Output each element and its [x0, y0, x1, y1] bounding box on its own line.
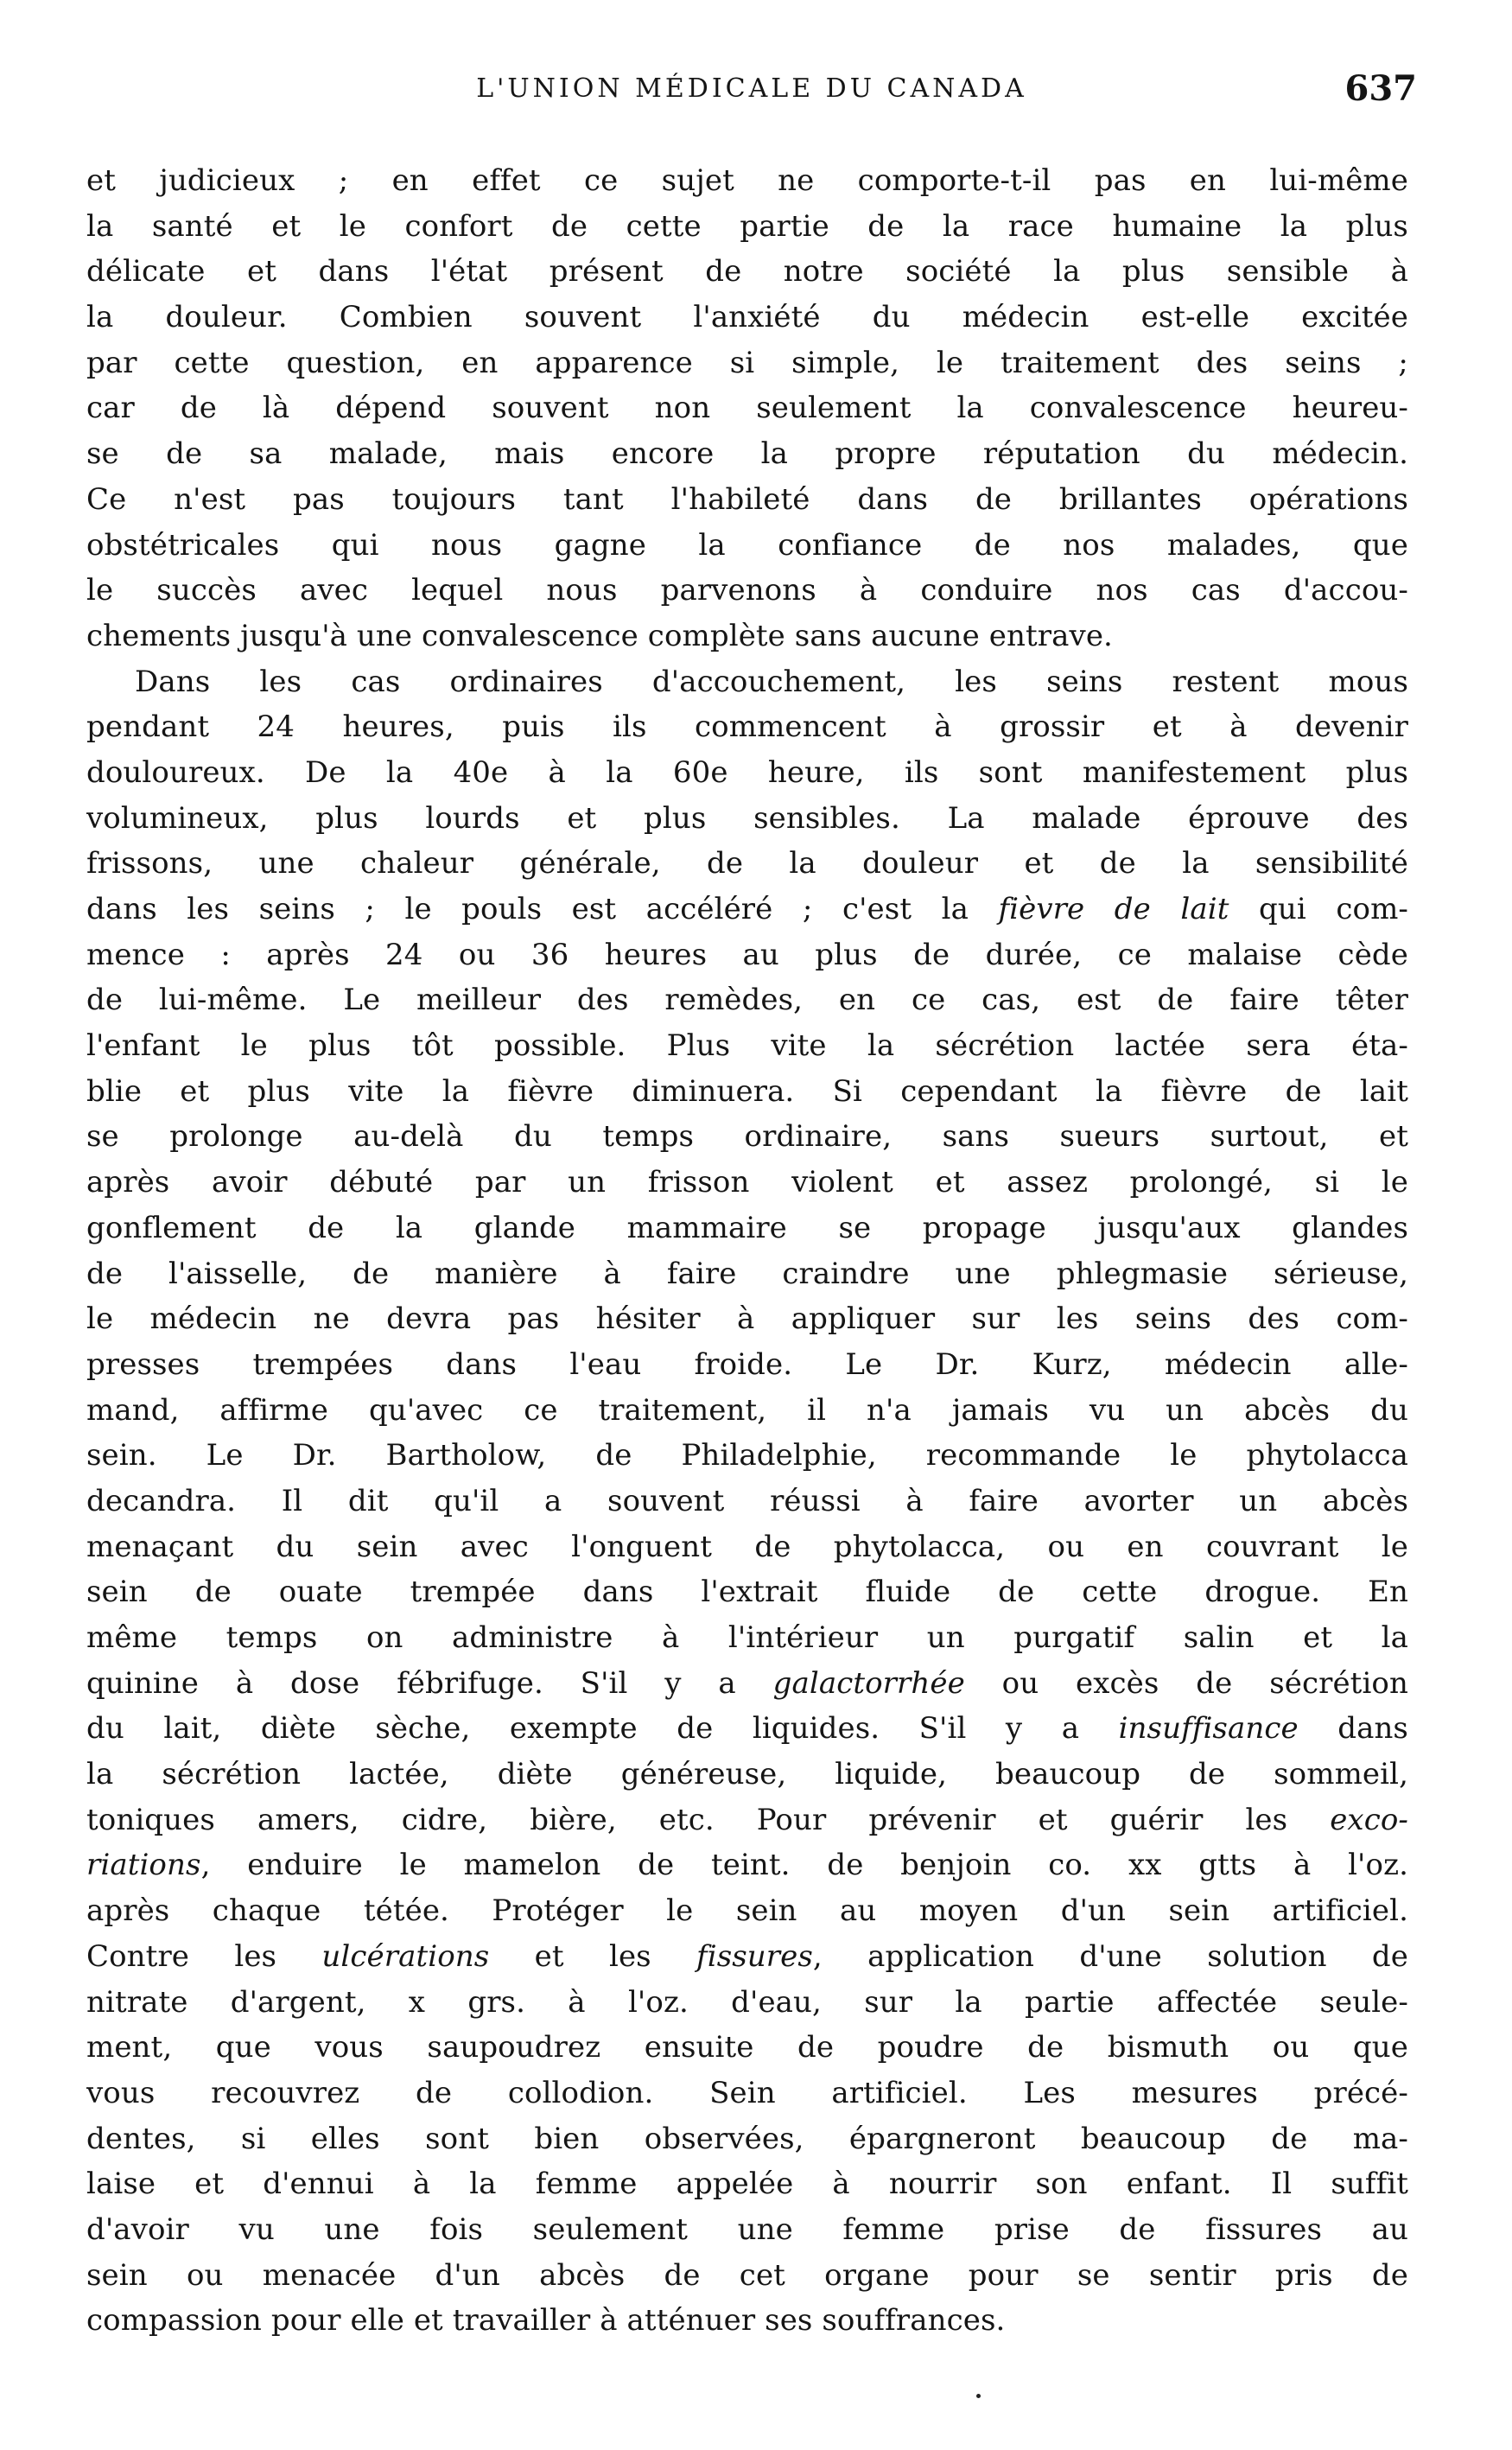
text-line: et judicieux ; en effet ce sujet ne comporte-t-il pas en lui-même — [86, 163, 1408, 198]
text-line — [86, 2161, 1408, 2207]
text-run: du lait, diète sèche, exempte de liquides. S'il y a — [86, 1711, 1119, 1747]
text-run: après avoir débuté par un frisson violent et assez prolongé, si le — [86, 1165, 1408, 1200]
text-line — [86, 1114, 1408, 1160]
text-run: et les — [489, 1938, 697, 1974]
text-line — [86, 1023, 1408, 1069]
text-line: obstétricales qui nous gagne la confiance de nos malades, que — [86, 527, 1408, 563]
text-line: la douleur. Combien souvent l'anxiété du médecin est-elle excitée — [86, 300, 1408, 335]
text-run: d'avoir vu une fois seulement une femme prise de fissures au — [86, 2211, 1408, 2247]
text-run: sein ou menacée d'un abcès de cet organe pour se sentir pris de — [86, 2257, 1408, 2293]
text-line — [86, 1160, 1408, 1206]
text-run: vous recouvrez de collodion. Sein artificiel. Les mesures précé- — [86, 2075, 1408, 2110]
text-line: se de sa malade, mais encore la propre réputation du médecin. — [86, 436, 1408, 472]
text-run: le médecin ne devra pas hésiter à appliquer sur les seins des com- — [86, 1301, 1408, 1337]
text-line — [86, 1206, 1408, 1251]
text-line — [86, 2071, 1408, 2116]
text-line — [86, 2298, 1408, 2344]
italic-term: insuffisance — [1118, 1711, 1299, 1747]
text-run: volumineux, plus lourds et plus sensibles. La malade éprouve des — [86, 800, 1408, 836]
text-run: de l'aisselle, de manière à faire craindre une phlegmasie sérieuse, — [86, 1256, 1408, 1291]
running-head — [86, 67, 1417, 119]
journal-title: L'UNION MÉDICALE DU CANADA — [476, 73, 1027, 104]
text-line — [86, 1980, 1408, 2026]
text-run: toniques amers, cidre, bière, etc. Pour prévenir et guérir les — [86, 1802, 1331, 1837]
text-line: Ce n'est pas toujours tant l'habileté dans de brillantes opérations — [86, 481, 1408, 517]
text-line — [86, 887, 1408, 932]
text-run: douloureux. De la 40e à la 60e heure, ils sont manifestement plus — [86, 754, 1408, 790]
text-run: dentes, si elles sont bien observées, épargneront beaucoup de ma- — [86, 2121, 1408, 2156]
text-line — [86, 977, 1408, 1023]
text-run: pendant 24 heures, puis ils commencent à grossir et à devenir — [86, 710, 1408, 745]
text-line — [86, 1934, 1408, 1980]
text-line — [86, 1296, 1408, 1342]
text-line: par cette question, en apparence si simple, le traitement des seins ; — [86, 345, 1408, 380]
text-line: car de là dépend souvent non seulement la convalescence heureu- — [86, 391, 1408, 426]
text-run: laise et d'ennui à la femme appelée à nourrir son enfant. Il suffit — [86, 2167, 1408, 2202]
text-run: même temps on administre à l'intérieur un purgatif salin et la — [86, 1620, 1408, 1655]
text-line — [86, 1752, 1408, 1798]
text-line — [86, 2253, 1408, 2299]
text-run: dans les seins ; le pouls est accéléré ; c'est la — [86, 892, 999, 926]
text-line — [86, 1433, 1408, 1479]
text-run: la sécrétion lactée, diète généreuse, liquide, beaucoup de sommeil, — [86, 1757, 1408, 1792]
text-run: sein de ouate trempée dans l'extrait fluide de cette drogue. En — [86, 1575, 1408, 1610]
text-run: qui com- — [1229, 892, 1408, 926]
text-run: menaçant du sein avec l'onguent de phytolacca, ou en couvrant le — [86, 1529, 1408, 1564]
italic-term: fièvre de lait — [998, 892, 1229, 926]
text-line — [86, 1661, 1408, 1707]
italic-term: fissures — [696, 1938, 813, 1974]
text-run: dans — [1298, 1711, 1408, 1747]
text-run: Contre les — [86, 1938, 322, 1974]
italic-term: exco- — [1330, 1802, 1408, 1837]
text-line — [86, 1342, 1408, 1388]
italic-term: riations — [86, 1848, 201, 1883]
text-run: de lui-même. Le meilleur des remèdes, en ce cas, est de faire têter — [86, 983, 1408, 1018]
text-run: mence : après 24 ou 36 heures au plus de durée, ce malaise cède — [86, 937, 1408, 972]
text-line — [86, 1842, 1408, 1888]
text-line — [86, 704, 1408, 750]
italic-term: ulcérations — [321, 1938, 490, 1974]
text-run: frissons, une chaleur générale, de la douleur et de la sensibilité — [86, 846, 1408, 881]
text-run: se prolonge au-delà du temps ordinaire, sans sueurs surtout, et — [86, 1119, 1408, 1155]
text-line — [86, 1069, 1408, 1115]
text-line: le succès avec lequel nous parvenons à conduire nos cas d'accou- — [86, 573, 1408, 608]
text-line: chements jusqu'à une convalescence complète sans aucune entrave. — [86, 618, 1113, 653]
text-line — [86, 1479, 1408, 1524]
text-run: l'enfant le plus tôt possible. Plus vite la sécrétion lactée sera éta- — [86, 1028, 1408, 1064]
page-number: 637 — [1344, 68, 1417, 109]
text-run: gonflement de la glande mammaire se propage jusqu'aux glandes — [86, 1210, 1408, 1245]
text-line — [86, 1798, 1408, 1843]
text-line — [86, 659, 1408, 705]
text-line — [86, 1615, 1408, 1661]
text-run: quinine à dose fébrifuge. S'il y a — [86, 1665, 773, 1701]
text-line — [86, 1524, 1408, 1570]
text-run: decandra. Il dit qu'il a souvent réussi à faire avorter un abcès — [86, 1483, 1408, 1518]
text-line — [86, 932, 1408, 978]
text-run: ou excès de sécrétion — [964, 1665, 1408, 1701]
body-text — [86, 158, 1408, 2344]
text-run: presses trempées dans l'eau froide. Le Dr. Kurz, médecin alle- — [86, 1346, 1408, 1382]
text-line — [86, 1569, 1408, 1615]
text-run: , enduire le mamelon de teint. de benjoin co. xx gtts à l'oz. — [200, 1848, 1408, 1883]
text-line — [86, 796, 1408, 842]
text-run: blie et plus vite la fièvre diminuera. Si cependant la fièvre de lait — [86, 1073, 1408, 1109]
paragraph-1 — [86, 158, 1408, 659]
text-line — [86, 2025, 1408, 2071]
text-line: la santé et le confort de cette partie de la race humaine la plus — [86, 208, 1408, 244]
text-run: après chaque tétée. Protéger le sein au moyen d'un sein artificiel. — [86, 1893, 1408, 1929]
text-run: Dans les cas ordinaires d'accouchement, les seins restent mous — [135, 664, 1408, 699]
printer-dot — [976, 2394, 981, 2398]
text-run: compassion pour elle et travailler à atténuer ses souffrances. — [86, 2303, 1006, 2339]
text-run: ment, que vous saupoudrez ensuite de poudre de bismuth ou que — [86, 2030, 1408, 2065]
text-line — [86, 1706, 1408, 1752]
text-line — [86, 841, 1408, 887]
paragraph-2 — [86, 659, 1408, 2344]
text-line: délicate et dans l'état présent de notre société la plus sensible à — [86, 254, 1408, 290]
text-line — [86, 2116, 1408, 2162]
text-run: sein. Le Dr. Bartholow, de Philadelphie, recommande le phytolacca — [86, 1438, 1408, 1473]
text-run: mand, affirme qu'avec ce traitement, il n'a jamais vu un abcès du — [86, 1392, 1408, 1428]
text-line — [86, 1251, 1408, 1297]
text-line — [86, 2207, 1408, 2253]
italic-term: galactorrhée — [772, 1665, 965, 1701]
text-line — [86, 1888, 1408, 1934]
text-line — [86, 1388, 1408, 1434]
text-run: nitrate d'argent, x grs. à l'oz. d'eau, sur la partie affectée seule- — [86, 1984, 1408, 2020]
text-line — [86, 750, 1408, 796]
text-run: , application d'une solution de — [812, 1938, 1408, 1974]
